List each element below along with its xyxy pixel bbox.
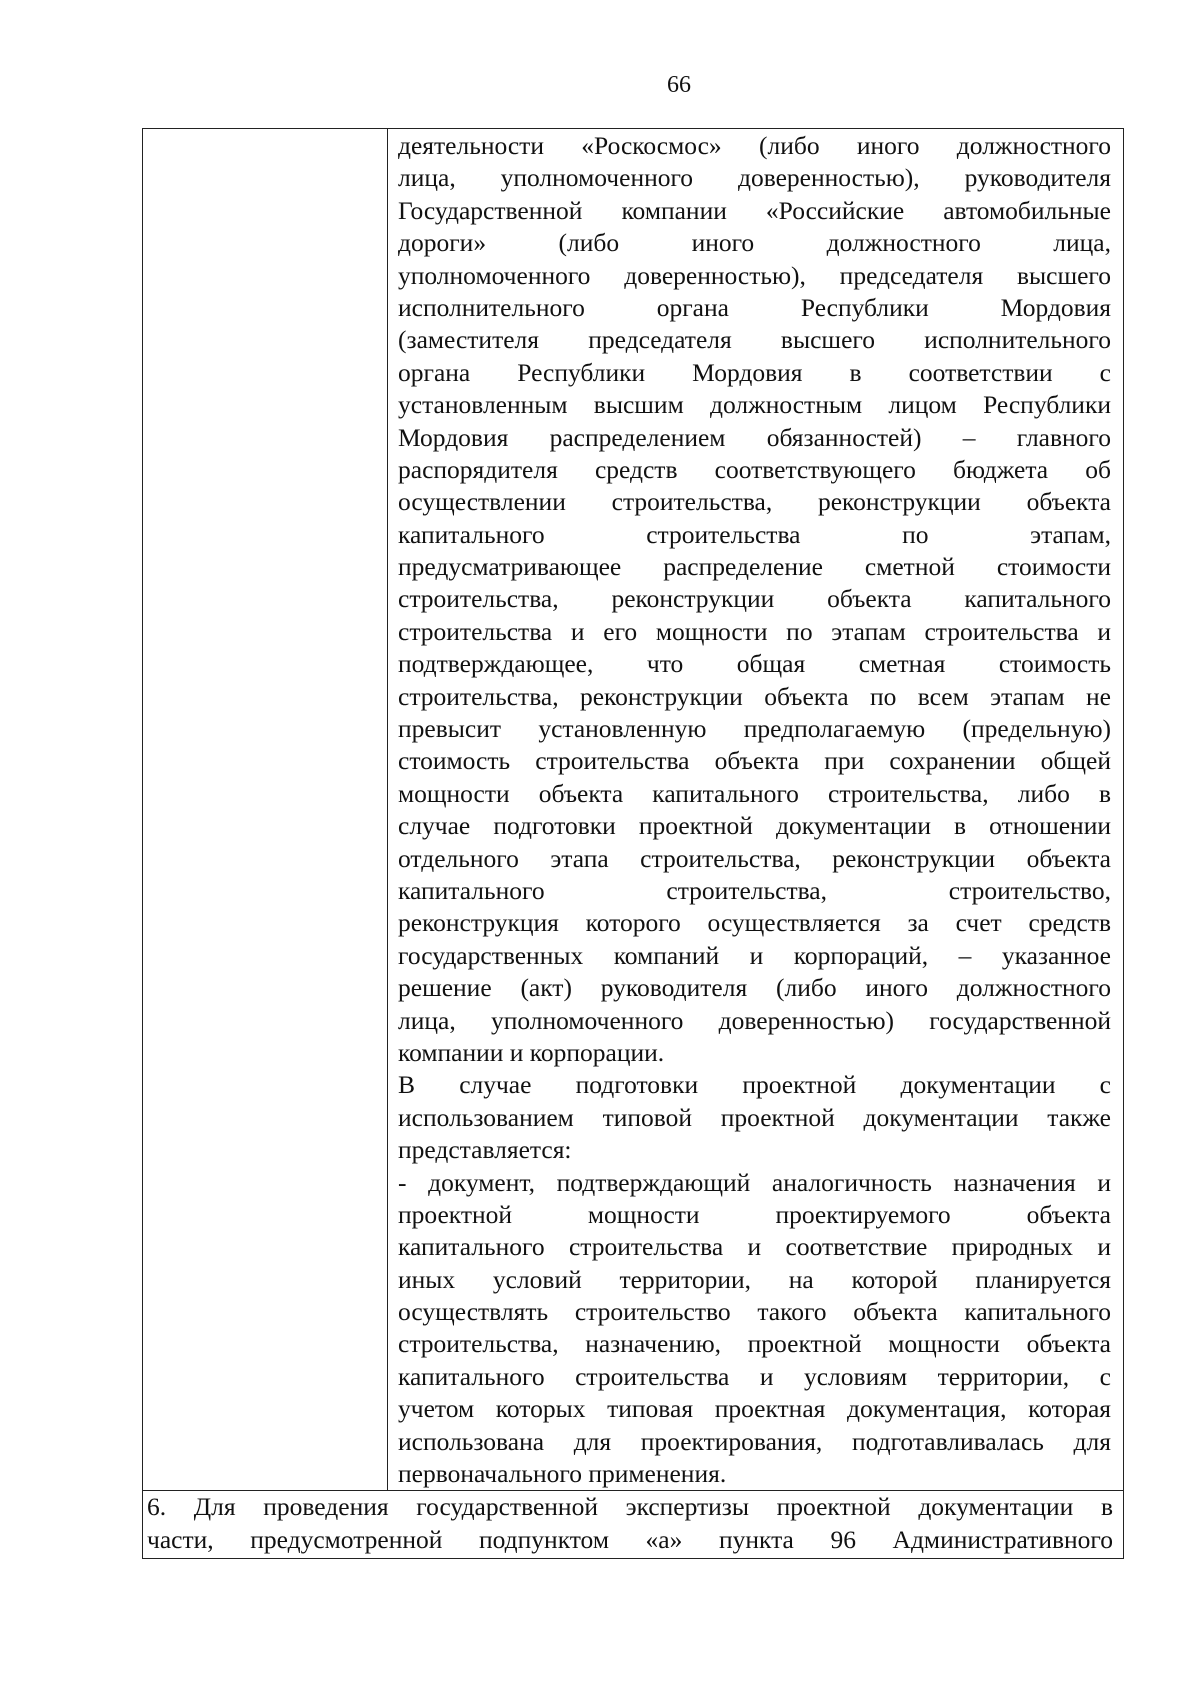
text-line: иных условий территории, на которой планируется [398, 1264, 1111, 1294]
text-line: осуществлять строительство такого объекта капитального [398, 1297, 1111, 1327]
text-line: капитального строительства и соответствие природных и [398, 1232, 1111, 1262]
text-line: использованием типовой проектной документации также [398, 1102, 1111, 1132]
text-line: капитального строительства и условиям территории, с [398, 1361, 1111, 1391]
text-line: капитального строительства, строительство, [398, 875, 1111, 905]
text-line: строительства, назначению, проектной мощности объекта [398, 1329, 1111, 1359]
text-line: лица, уполномоченного доверенностью), руководителя [398, 163, 1111, 193]
text-line: органа Республики Мордовия в соответствии с [398, 357, 1111, 387]
text-line: лица, уполномоченного доверенностью) государственной [398, 1005, 1111, 1035]
text-line: капитального строительства по этапам, [398, 519, 1111, 549]
text-line: В случае подготовки проектной документации с [398, 1070, 1111, 1100]
text-line: исполнительного органа Республики Мордовия [398, 292, 1111, 322]
text-line: первоначального применения. [398, 1459, 727, 1489]
page-number: 66 [667, 72, 691, 98]
text-line: отдельного этапа строительства, реконструкции объекта [398, 843, 1111, 873]
table-cell-empty [143, 129, 388, 1490]
text-line: мощности объекта капитального строительства, либо в [398, 778, 1111, 808]
text-line: строительства, реконструкции объекта капитального [398, 584, 1111, 614]
text-line: распорядителя средств соответствующего бюджета об [398, 454, 1111, 484]
text-line: - документ, подтверждающий аналогичность назначения и [398, 1167, 1111, 1197]
text-line: реконструкция которого осуществляется за счет средств [398, 908, 1111, 938]
text-line: Государственной компании «Российские автомобильные [398, 195, 1111, 225]
text-line: деятельности «Роскосмос» (либо иного должностного [398, 131, 1111, 160]
text-line: осуществлении строительства, реконструкции объекта [398, 487, 1111, 517]
text-line: дороги» (либо иного должностного лица, [398, 228, 1111, 258]
text-line: Мордовия распределением обязанностей) – главного [398, 422, 1111, 452]
text-line: подтверждающее, что общая сметная стоимость [398, 649, 1111, 679]
text-line: стоимость строительства объекта при сохранении общей [398, 746, 1111, 776]
text-line: 6. Для проведения государственной экспертизы проектной документации в [147, 1492, 1113, 1522]
text-line: проектной мощности проектируемого объекта [398, 1199, 1111, 1229]
text-line: предусматривающее распределение сметной стоимости [398, 552, 1111, 582]
text-line: строительства, реконструкции объекта по всем этапам не [398, 681, 1111, 711]
text-line: (заместителя председателя высшего исполнительного [398, 325, 1111, 355]
text-line: строительства и его мощности по этапам строительства и [398, 616, 1111, 646]
text-line: компании и корпорации. [398, 1037, 665, 1067]
text-line: случае подготовки проектной документации в отношении [398, 811, 1111, 841]
requirements-table [142, 128, 1124, 1559]
text-line: уполномоченного доверенностью), председателя высшего [398, 260, 1111, 290]
text-line: превысит установленную предполагаемую (предельную) [398, 714, 1111, 744]
text-line: учетом которых типовая проектная документация, которая [398, 1394, 1111, 1424]
table-row [143, 129, 1123, 1491]
table-row-item-6 [143, 1491, 1123, 1558]
text-line: части, предусмотренной подпунктом «а» пункта 96 Административного [147, 1524, 1113, 1554]
text-line: использована для проектирования, подготавливалась для [398, 1426, 1111, 1456]
text-line: установленным высшим должностным лицом Республики [398, 390, 1111, 420]
table-cell-text [388, 129, 1123, 1490]
text-line: государственных компаний и корпораций, – указанное [398, 940, 1111, 970]
text-line: решение (акт) руководителя (либо иного должностного [398, 973, 1111, 1003]
text-line: представляется: [398, 1135, 572, 1165]
